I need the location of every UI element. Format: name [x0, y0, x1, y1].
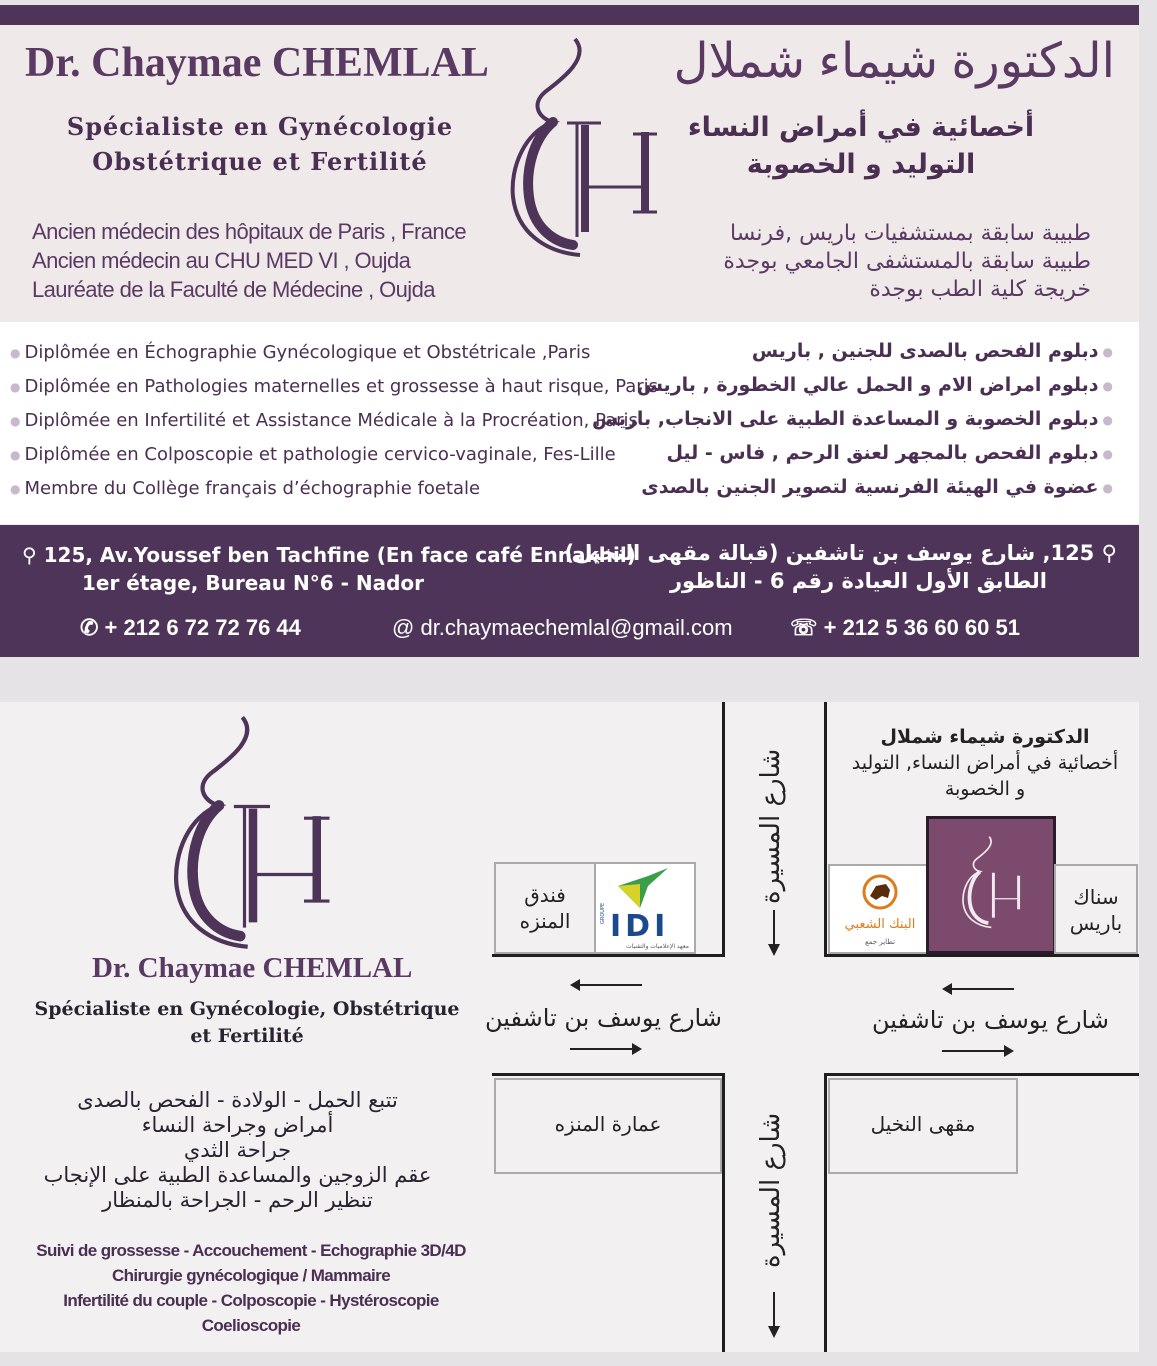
hotel-label-line: فندق — [524, 883, 566, 907]
phone-contact[interactable] — [790, 615, 1020, 641]
street-name-vertical: شارع المسيرة — [756, 748, 786, 904]
career-fr — [32, 217, 466, 304]
whatsapp-number[interactable]: + 212 6 72 72 76 44 — [104, 615, 301, 640]
specialty-fr-line: Spécialiste en Gynécologie — [66, 112, 454, 141]
bank-text: البنك الشعبي — [844, 917, 916, 932]
career-ar-line: طبيبة سابقة بمستشفيات باريس ,فرنسا — [729, 221, 1091, 246]
specialty-fr-line: Obstétrique et Fertilité — [92, 147, 428, 176]
bank-sub-text: تطاير جمع — [865, 938, 895, 946]
service-ar-line: أمراض وجراحة النساء — [141, 1113, 334, 1137]
services-fr — [10, 1238, 492, 1338]
service-fr-line: Infertilité du couple - Colposcopie - Hystéroscopie — [63, 1291, 439, 1310]
address-fr-line — [22, 541, 636, 569]
hotel-label-line: المنزه — [519, 909, 571, 933]
idi-block — [594, 862, 696, 954]
doctor-name-ar: الدكتورة شيماء شملال — [673, 35, 1115, 88]
diploma-ar — [666, 442, 1117, 464]
diploma-fr-text: Membre du Collège français d’échographie foetale — [24, 478, 481, 499]
cafe-label: مقهى النخيل — [870, 1112, 976, 1136]
diploma-ar-text: دبلوم الخصوبة و المساعدة الطبية على الانجاب, باريس — [591, 408, 1099, 430]
idi-logo — [596, 864, 694, 952]
bullet-icon: ● — [10, 482, 21, 496]
street-border — [824, 1073, 827, 1352]
street-border — [722, 702, 725, 956]
phone-icon: ☏ — [790, 615, 824, 640]
idi-text: IDI — [610, 909, 670, 944]
whatsapp-icon: ✆ — [80, 615, 105, 640]
address-fr-text: 125, Av.Youssef ben Tachfine (En face café Ennakhil) — [43, 543, 636, 567]
top-banner — [0, 5, 1139, 25]
arrow-down-icon — [767, 1292, 781, 1338]
specialty-fr — [40, 109, 480, 179]
diploma-ar — [641, 476, 1117, 498]
bullet-icon: ● — [10, 380, 21, 394]
snack-label-line: باريس — [1069, 911, 1123, 935]
doctor-name: Dr. Chaymae CHEMLAL — [92, 952, 413, 984]
diploma-fr-text: Diplômée en Échographie Gynécologique et Obstétricale ,Paris — [24, 342, 591, 363]
career-ar — [631, 220, 1091, 304]
career-fr-line: Lauréate de la Faculté de Médecine , Oujda — [32, 277, 435, 302]
address-ar-text: 125, شارع يوسف بن تاشفين (قبالة مقهى النخيل) — [564, 541, 1095, 565]
diploma-ar-text: عضوة في الهيئة الفرنسية لتصوير الجنين بالصدى — [641, 476, 1099, 498]
diploma-fr-text: Diplômée en Infertilité et Assistance Médicale à la Procréation, Paris — [24, 410, 638, 431]
address-ar-line: الطابق الأول العيادة رقم 6 - الناظور — [669, 569, 1047, 593]
snack-label-line: سناك — [1073, 885, 1119, 909]
snack-label — [1054, 884, 1138, 936]
clinic-label-name: الدكتورة شيماء شملال — [880, 726, 1090, 748]
arrow-left-icon — [942, 982, 1014, 996]
clinic-label-line: و الخصوبة — [944, 778, 1026, 800]
career-fr-line: Ancien médecin au CHU MED VI , Oujda — [32, 248, 411, 273]
bullet-icon: ● — [1102, 412, 1113, 427]
diploma-ar-text: دبلوم الفحص بالمجهر لعنق الرحم , فاس - ليل — [666, 442, 1099, 464]
diploma-ar — [592, 408, 1117, 430]
business-card-front — [0, 5, 1139, 657]
clinic-label — [840, 726, 1130, 800]
street-name-vertical: شارع المسيرة — [756, 1112, 786, 1268]
career-ar-line: خريجة كلية الطب بوجدة — [869, 277, 1091, 302]
diploma-ar-text: دبلوم امراض الام و الحمل عالي الخطورة , باريس — [636, 374, 1099, 396]
contact-footer — [0, 525, 1139, 657]
ch-logo — [168, 712, 338, 952]
specialty-ar-line: أخصائية في أمراض النساء — [687, 112, 1035, 143]
services-ar — [30, 1088, 445, 1213]
phone-number[interactable]: + 212 5 36 60 60 51 — [823, 615, 1020, 640]
address-fr-line: 1er étage, Bureau N°6 - Nador — [82, 571, 425, 595]
idi-group-text: GROUPE — [600, 902, 606, 924]
diploma-fr — [6, 444, 616, 465]
service-ar-line: تنظير الرحم - الجراحة بالمنظار — [102, 1188, 373, 1212]
bullet-icon: ● — [1102, 344, 1113, 359]
specialty-ar — [651, 109, 1071, 183]
diplomas-section — [0, 322, 1139, 524]
diploma-ar-text: دبلوم الفحص بالصدى للجنين , باريس — [751, 340, 1099, 362]
bullet-icon: ● — [10, 346, 21, 360]
arrow-left-icon — [570, 978, 642, 992]
bullet-icon: ● — [1102, 480, 1113, 495]
diploma-fr — [6, 478, 480, 499]
building-label: عمارة المنزه — [554, 1112, 662, 1136]
doctor-name-fr: Dr. Chaymae CHEMLAL — [25, 40, 489, 86]
whatsapp-contact[interactable] — [80, 615, 301, 641]
location-pin-icon: ⚲ — [22, 543, 44, 567]
arrow-down-icon — [767, 910, 781, 956]
street-border — [824, 1073, 1139, 1076]
service-fr-line: Coelioscopie — [201, 1316, 301, 1335]
street-border — [824, 702, 827, 956]
business-card-back — [0, 702, 1139, 1352]
diploma-ar — [752, 340, 1117, 362]
diploma-fr-text: Diplômée en Pathologies maternelles et grossesse à haut risque, Paris — [24, 376, 659, 397]
at-icon: @ — [392, 615, 421, 640]
email-contact[interactable] — [392, 615, 733, 641]
career-ar-line: طبيبة سابقة بالمستشفى الجامعي بوجدة — [723, 249, 1091, 274]
location-map — [480, 702, 1139, 1352]
specialty-line: Spécialiste en Gynécologie, Obstétrique — [34, 998, 460, 1020]
career-fr-line: Ancien médecin des hôpitaux de Paris , France — [32, 219, 467, 244]
service-ar-line: عقم الزوجين والمساعدة الطبية على الإنجاب — [43, 1163, 432, 1187]
idi-sub-text: معهد الإعلاميات والتقنيات — [626, 943, 689, 950]
bank-block — [828, 864, 928, 954]
street-border — [722, 1073, 725, 1352]
street-name-horizontal: شارع يوسف بن تاشفين — [485, 1004, 722, 1032]
bullet-icon: ● — [10, 414, 21, 428]
bullet-icon: ● — [1102, 446, 1113, 461]
specialty-ar-line: التوليد و الخصوبة — [746, 149, 976, 180]
diploma-fr — [6, 376, 658, 397]
address-fr — [22, 541, 636, 597]
street-border — [492, 1073, 725, 1076]
diploma-fr — [6, 410, 638, 431]
bullet-icon: ● — [10, 448, 21, 462]
specialty-line: et Fertilité — [190, 1025, 304, 1047]
address-ar — [564, 539, 1117, 595]
clinic-label-line: أخصائية في أمراض النساء, التوليد — [851, 752, 1119, 774]
email-address[interactable]: dr.chaymaechemlal@gmail.com — [420, 615, 733, 640]
clinic-logo-icon — [929, 819, 1053, 951]
arrow-right-icon — [942, 1044, 1014, 1058]
diploma-ar — [637, 374, 1117, 396]
bullet-icon: ● — [1102, 378, 1113, 393]
service-fr-line: Suivi de grossesse - Accouchement - Echographie 3D/4D — [36, 1241, 466, 1260]
specialty — [22, 996, 472, 1050]
diploma-fr-text: Diplômée en Colposcopie et pathologie cervico-vaginale, Fes-Lille — [24, 444, 616, 465]
diploma-fr — [6, 342, 590, 363]
street-name-horizontal: شارع يوسف بن تاشفين — [872, 1006, 1109, 1034]
service-ar-line: جراحة الثدي — [183, 1138, 292, 1162]
clinic-building — [926, 816, 1056, 954]
hotel-label — [494, 882, 596, 934]
bank-logo — [830, 866, 926, 952]
service-ar-line: تتبع الحمل - الولادة - الفحص بالصدى — [77, 1088, 398, 1112]
arrow-right-icon — [570, 1042, 642, 1056]
service-fr-line: Chirurgie gynécologique / Mammaire — [111, 1266, 391, 1285]
location-pin-icon: ⚲ — [1094, 541, 1117, 565]
address-ar-line — [564, 539, 1117, 567]
